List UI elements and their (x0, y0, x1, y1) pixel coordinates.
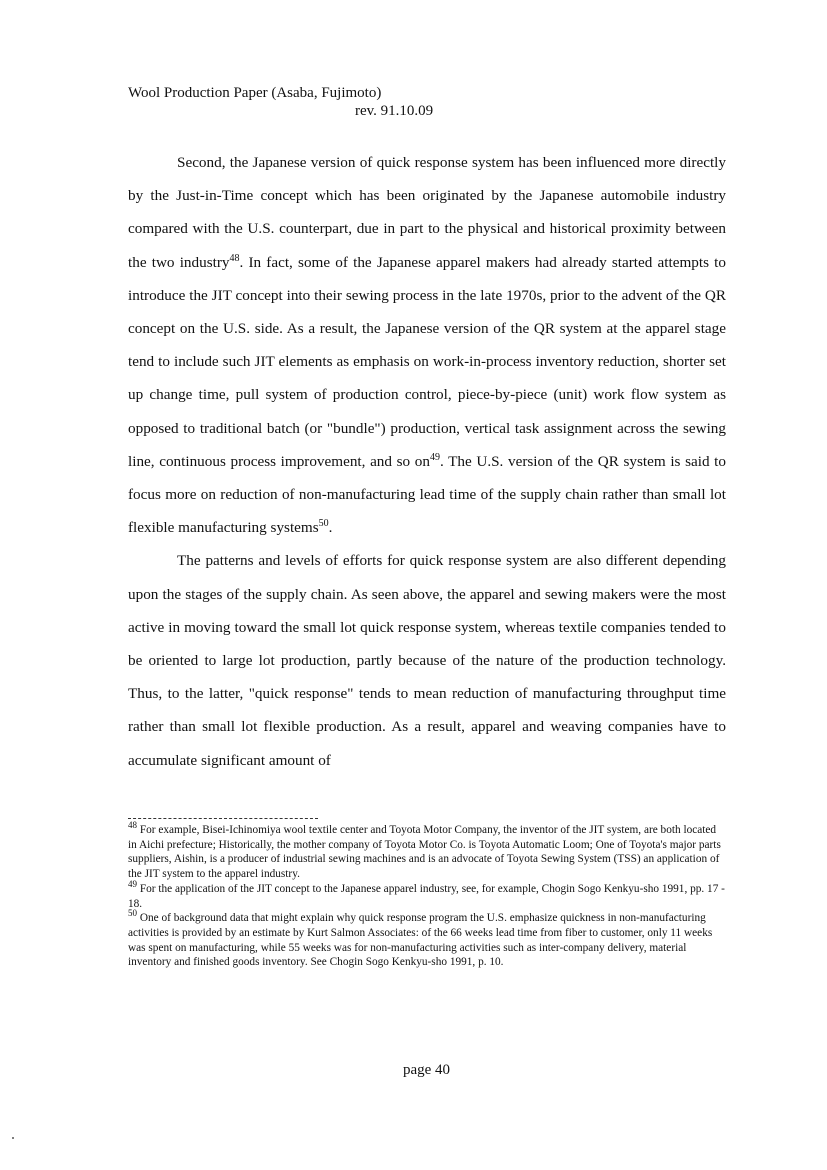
body-text (128, 146, 726, 777)
footnote-separator (128, 818, 318, 819)
footnote-number: 50 (128, 908, 137, 919)
paragraph-1-part-2: . In fact, some of the Japanese apparel makers had already started attempts to introduce the JIT concept into their sewing process in the late 1970s, prior to the advent of the QR concept on the U.S. side. As a result, the Japanese version of the QR system at the apparel stage tend to include such JIT elements as emphasis on work-in-process inventory reduction, shorter set up change time, pull system of production control, piece-by-piece (unit) work flow system as opposed to traditional batch (or "bundle") production, vertical task assignment across the sewing line, continuous process improvement, and so on (128, 253, 726, 470)
scan-artifact-dot (12, 1137, 14, 1139)
footnotes (128, 820, 726, 970)
header-title: Wool Production Paper (Asaba, Fujimoto) (128, 85, 382, 101)
footnote-49 (128, 879, 726, 911)
footnote-text: For example, Bisei-Ichinomiya wool textile center and Toyota Motor Company, the inventor of the JIT system, are both located in Aichi prefecture; Historically, the mother company of Toyota Motor Co. is Toyota Automatic Loom; One of Toyota's major parts suppliers, Aishin, is a producer of industrial sewing machines and is an advocate of Toyota Sewing System (TSS) an application of the JIT system to the apparel industry. (128, 824, 721, 881)
footnote-text: For the application of the JIT concept to the Japanese apparel industry, see, for example, Chogin Sogo Kenkyu-sho 1991, pp. 17 - 18. (128, 882, 725, 910)
paragraph-1-part-1: Second, the Japanese version of quick response system has been influenced more directly by the Just-in-Time concept which has been originated by the Japanese automobile industry compared with the U.S. counterpart, due in part to the physical and historical proximity between the two industry (128, 154, 726, 271)
footnote-ref-49: 49 (429, 451, 440, 463)
paragraph-1 (128, 146, 726, 544)
page-number-label: page 40 (402, 1062, 451, 1078)
footnote-ref-48: 48 (229, 252, 240, 264)
header-revision: rev. 91.10.09 (355, 103, 434, 119)
page-number (0, 1062, 827, 1079)
footnote-ref-50: 50 (318, 518, 329, 530)
footnote-50 (128, 908, 726, 970)
paragraph-2: The patterns and levels of efforts for quick response system are also different depending upon the stages of the supply chain. As seen above, the apparel and sewing makers were the most active in moving toward the small lot quick response system, whereas textile companies tended to be oriented to large lot production, partly because of the nature of the production technology. Thus, to the latter, "quick response" tends to mean reduction of manufacturing throughput time rather than small lot flexible production. As a result, apparel and weaving companies have to accumulate significant amount of (128, 552, 726, 769)
running-header (128, 84, 428, 102)
footnote-number: 49 (128, 879, 137, 890)
paragraph-1-part-4: . (328, 519, 333, 537)
footnote-text: One of background data that might explain why quick response program the U.S. emphasize quickness in non-manufacturing activities is provided by an estimate by Kurt Salmon Associates: of the 66 weeks lead time from fiber to customer, only 11 weeks was spent on manufacturing, while 55 weeks was for non-manufacturing activities such as inter-company delivery, material inventory and finished goods inventory. See Chogin Sogo Kenkyu-sho 1991, p. 10. (128, 912, 713, 969)
paragraph-1-part-3: . The U.S. version of the QR system is said to focus more on reduction of non-manufacturing lead time of the supply chain rather than small lot flexible manufacturing systems (128, 452, 726, 537)
footnote-number: 48 (128, 820, 137, 831)
footnote-48 (128, 820, 726, 882)
